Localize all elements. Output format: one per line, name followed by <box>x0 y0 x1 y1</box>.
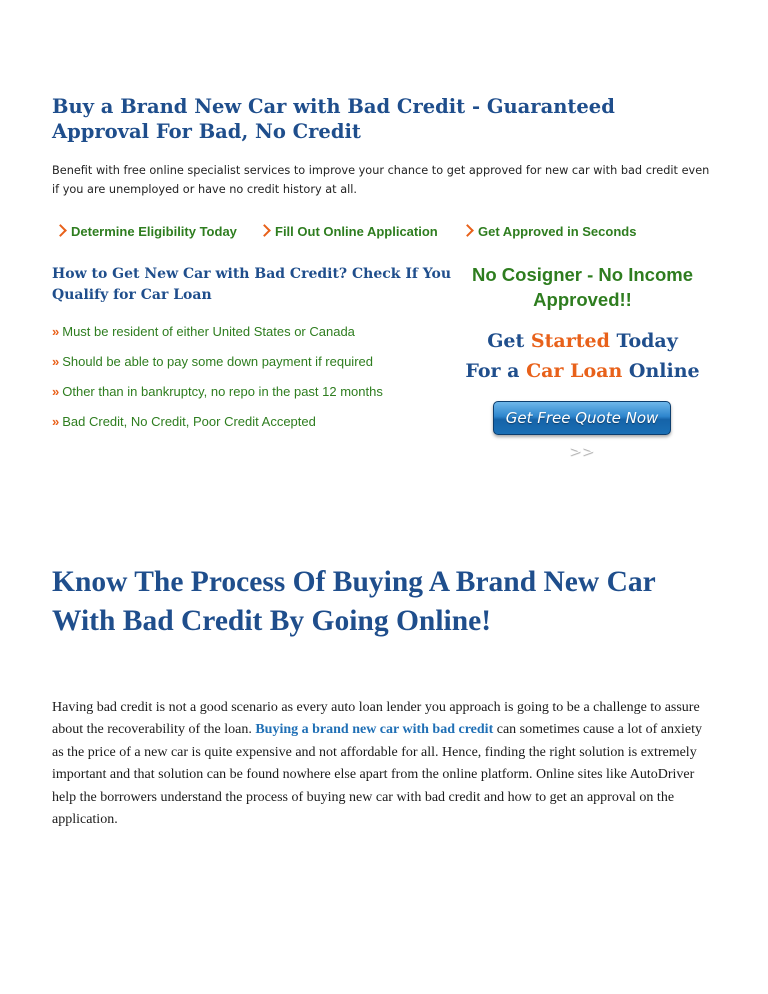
cta-highlight: Car Loan <box>526 360 623 382</box>
step-label: Get Approved in Seconds <box>478 224 637 239</box>
intro-text: Benefit with free online specialist services to improve your chance to get approved for new car with bad credit even if you are unemployed or have no credit history at all. <box>52 164 710 196</box>
cta-word: Get <box>487 330 525 352</box>
raquo-icon: » <box>52 414 60 429</box>
list-item <box>52 324 452 354</box>
step-fill-application[interactable] <box>260 224 438 239</box>
chevron-right-icon <box>54 224 67 237</box>
chevron-right-icon <box>461 224 474 237</box>
list-item <box>52 384 452 414</box>
step-get-approved[interactable] <box>463 224 636 239</box>
list-item <box>52 354 452 384</box>
requirement-text: Other than in bankruptcy, no repo in the past 12 months <box>62 384 383 399</box>
raquo-icon: » <box>52 324 60 339</box>
cta-word: Today <box>616 330 678 352</box>
raquo-icon: » <box>52 384 60 399</box>
chevron-right-icon <box>258 224 271 237</box>
requirement-text: Bad Credit, No Credit, Poor Credit Accepted <box>62 414 316 429</box>
step-label: Determine Eligibility Today <box>71 224 237 239</box>
promo-headline: No Cosigner - No Income Approved!! <box>472 264 693 310</box>
cta-text <box>455 326 710 386</box>
cta-word: Online <box>628 360 700 382</box>
paragraph-text: Having bad credit is not a good scenario as every auto loan lender you approach is going to be a challenge to assure about the recoverability of the loan. <box>52 700 700 738</box>
requirement-text: Must be resident of either United States or Canada <box>62 324 355 339</box>
cta-word: For a <box>465 360 520 382</box>
article-heading: Know The Process Of Buying A Brand New Car With Bad Credit By Going Online! <box>52 566 656 637</box>
cta-line-1 <box>455 326 710 356</box>
get-free-quote-button[interactable]: Get Free Quote Now >> <box>493 401 671 435</box>
list-item <box>52 414 452 444</box>
article-paragraph <box>52 697 712 831</box>
qualify-heading: How to Get New Car with Bad Credit? Check If You Qualify for Car Loan <box>52 266 452 303</box>
requirements-list <box>52 324 452 444</box>
cta-line-2 <box>455 356 710 386</box>
step-determine-eligibility[interactable] <box>56 224 237 239</box>
step-label: Fill Out Online Application <box>275 224 438 239</box>
requirement-text: Should be able to pay some down payment if required <box>62 354 373 369</box>
paragraph-text: can sometimes cause a lot of anxiety as the price of a new car is quite expensive and not affordable for all. Hence, finding the right solution is extremely important and that solution can be found nowhere else apart from the online platform. Online sites like AutoDriver help the borrowers understand the process of buying new car with bad credit and how to get an approval on the application. <box>52 722 702 828</box>
raquo-icon: » <box>52 354 60 369</box>
buying-new-car-link[interactable]: Buying a brand new car with bad credit <box>255 722 494 738</box>
cta-highlight: Started <box>530 330 610 352</box>
page-title: Buy a Brand New Car with Bad Credit - Guaranteed Approval For Bad, No Credit <box>52 95 615 143</box>
